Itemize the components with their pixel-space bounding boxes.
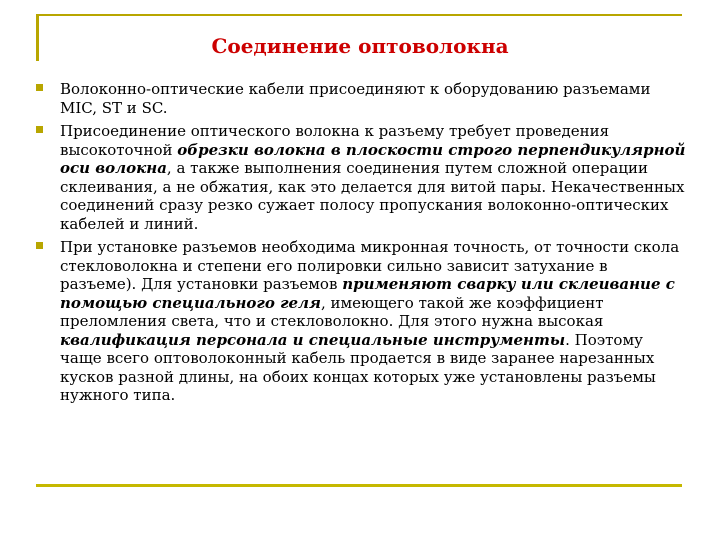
bullet-item xyxy=(36,122,688,233)
bullet-emphasis: квалификация персонала и специальные инструменты xyxy=(60,330,566,349)
bullet-text: Присоединение оптического волокна к разъему требует проведения высокоточной xyxy=(60,122,610,159)
frame-top-line xyxy=(37,14,682,16)
bullet-item xyxy=(36,238,688,405)
bullet-list xyxy=(36,80,688,410)
bullet-text: , имеющего такой же коэффициент преломления света, что и стекловолокно. Для этого нужна высокая xyxy=(60,293,604,330)
bullet-emphasis: применяют сварку или склеивание с помощью специального геля xyxy=(60,275,675,312)
frame-bottom-line xyxy=(36,484,682,487)
square-bullet-icon xyxy=(36,126,43,133)
bullet-item xyxy=(36,80,688,117)
bullet-text: , а также выполнения соединения путем сложной операции склеивания, а не обжатия, как это делается для витой пары. Некачественных соединений сразу резко сужает полосу пропускания волоконно-оптических кабелей и линий. xyxy=(60,159,685,233)
slide-title: Соединение оптоволокна xyxy=(211,34,509,58)
bullet-emphasis: обрезки волокна в плоскости строго перпендикулярной оси волокна xyxy=(60,140,686,177)
bullet-text: При установке разъемов необходима микронная точность, от точности скола стекловолокна и степени его полировки сильно зависит затухание в разъеме). Для установки разъемов xyxy=(60,238,680,293)
square-bullet-icon xyxy=(36,84,43,91)
bullet-text: . Поэтому чаще всего оптоволоконный кабель продается в виде заранее нарезанных кусков разной длины, на обоих концах которых уже установлены разъемы нужного типа. xyxy=(60,330,656,404)
square-bullet-icon xyxy=(36,242,43,249)
bullet-text: Волоконно-оптические кабели присоединяют к оборудованию разъемами MIC, ST и SC. xyxy=(60,80,651,117)
